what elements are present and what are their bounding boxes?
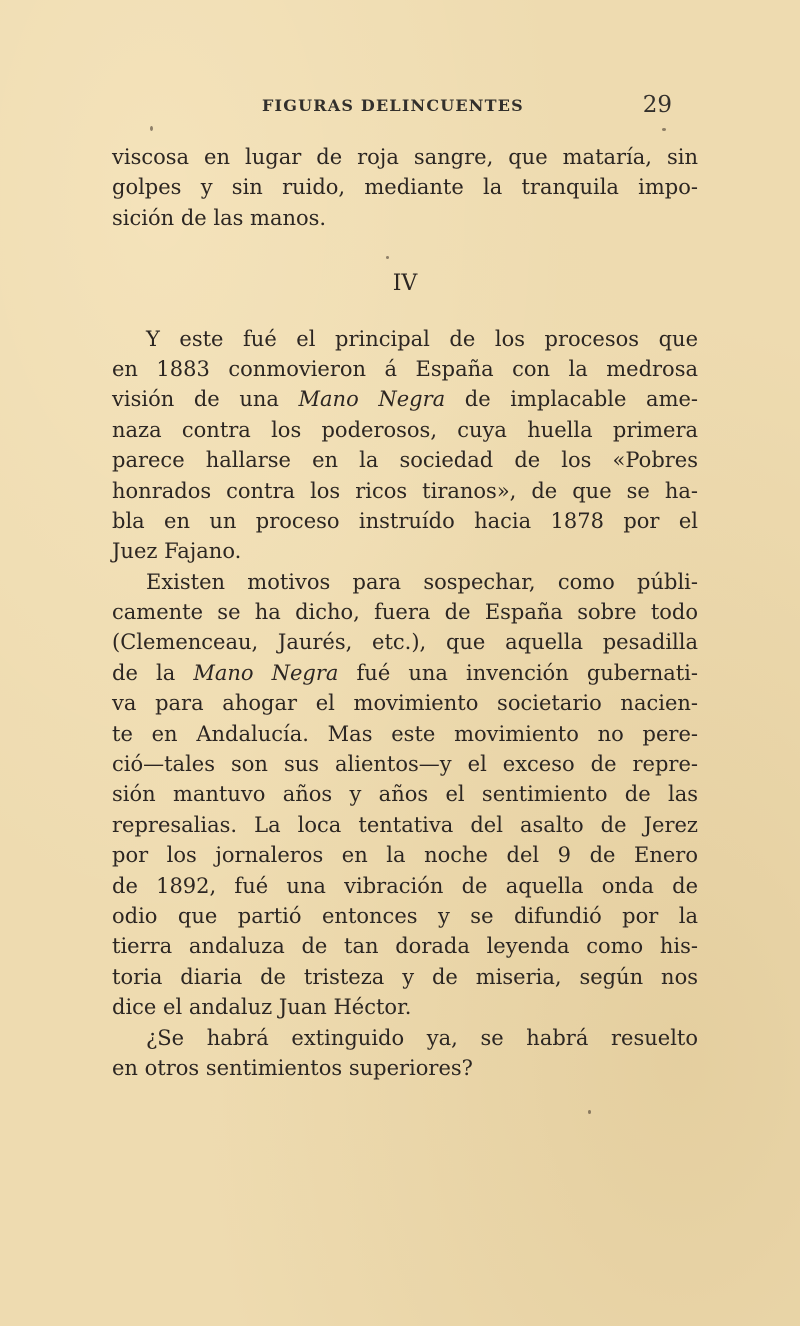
text-line: ció—tales son sus alientos—y el exceso de repre- [112,752,698,777]
text-line: camente se ha dicho, fuera de España sobre todo [112,600,698,625]
text-line: (Clemenceau, Jaurés, etc.), que aquella pesadilla [112,630,698,655]
text-line: Juez Fajano. [112,539,242,564]
text-line: viscosa en lugar de roja sangre, que mataría, sin [112,145,698,169]
paper-speck [386,256,389,259]
paper-speck [588,1110,591,1114]
text-line: odio que partió entonces y se difundió por la [112,903,698,928]
text-line: naza contra los poderosos, cuya huella primera [112,417,698,442]
text-line: bla en un proceso instruído hacia 1878 por el [112,508,698,533]
text-fragment: de implacable ame- [445,387,699,412]
text-line: Y este fué el principal de los procesos que [146,326,698,351]
paper-speck [662,128,666,131]
text-line: dice el andaluz Juan Héctor. [112,995,412,1020]
text-line: sión mantuvo años y años el sentimiento de las [112,782,698,807]
text-fragment: visión de una [112,387,299,412]
text-line: en otros sentimientos superiores? [112,1055,473,1080]
text-line: golpes y sin ruido, mediante la tranquila impo- [112,175,698,200]
text-line: Existen motivos para sospechar, como públi- [146,569,698,594]
text-line: tierra andaluza de tan dorada leyenda como his- [112,934,698,959]
text-line: parece hallarse en la sociedad de los «Pobres [112,448,698,473]
opening-paragraph [112,142,698,233]
text-fragment: fué una invención gubernati- [338,660,698,685]
italic-term: Mano Negra [193,660,339,685]
text-line: toria diaria de tristeza y de miseria, según nos [112,964,698,989]
paragraph-2 [112,567,698,1023]
text-line: por los jornaleros en la noche del 9 de Enero [112,843,698,868]
text-line: te en Andalucía. Mas este movimiento no pere- [112,721,698,746]
text-line: ¿Se habrá extinguido ya, se habrá resuelto [146,1025,698,1050]
text-line: va para ahogar el movimiento societario nacien- [112,691,698,716]
text-line [112,658,698,688]
text-fragment: de la [112,660,194,685]
running-title: FIGURAS DELINCUENTES [262,96,524,115]
text-line: sición de las manos. [112,205,327,230]
body-text [112,142,698,1083]
text-line [112,384,698,414]
section-heading: IV [392,271,418,297]
italic-term: Mano Negra [298,387,446,412]
text-line: represalias. La loca tentativa del asalto de Jerez [112,812,698,837]
paper-speck [150,126,153,131]
text-line: en 1883 conmovieron á España con la medrosa [112,356,698,381]
page-number: 29 [642,92,672,118]
text-line: de 1892, fué una vibración de aquella onda de [112,873,698,898]
text-line: honrados contra los ricos tiranos», de que se ha- [112,478,698,503]
paragraph-3 [112,1023,698,1084]
paragraph-1 [112,324,698,567]
running-head [112,92,672,122]
